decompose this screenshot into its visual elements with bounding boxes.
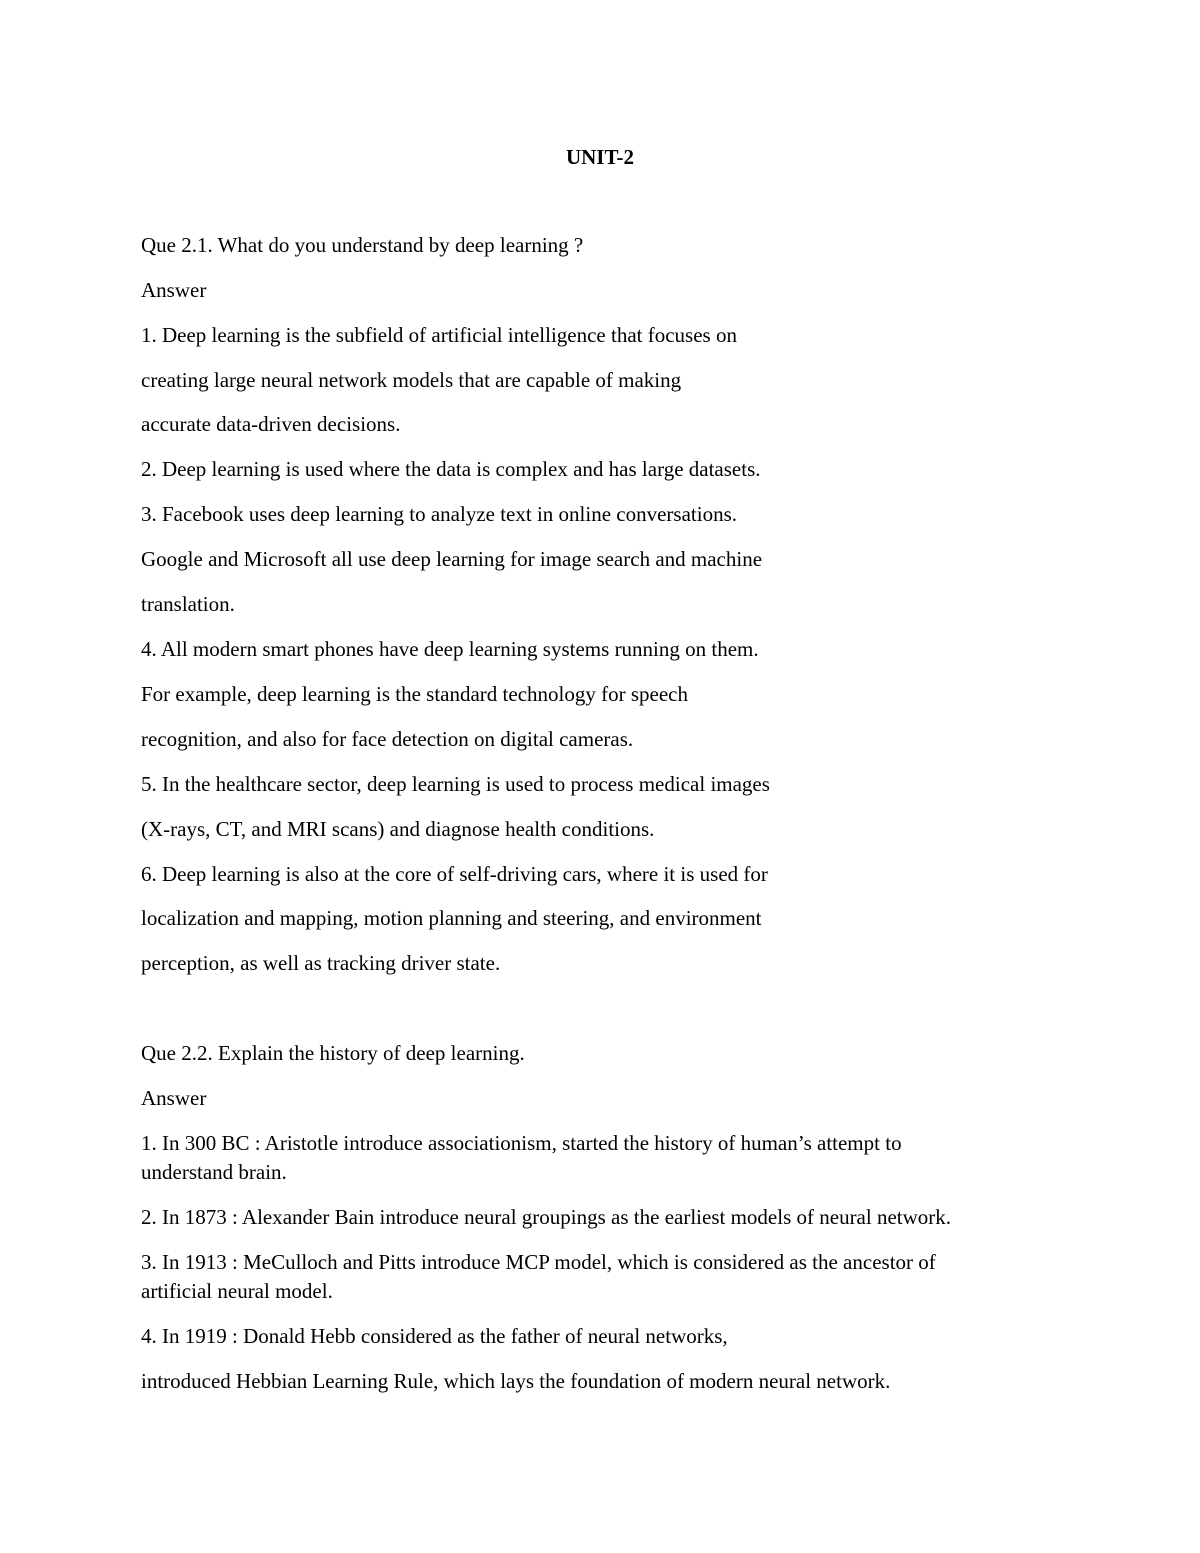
answer-line: perception, as well as tracking driver state.	[141, 951, 501, 975]
answer-line: 1. In 300 BC : Aristotle introduce associationism, started the history of human’s attempt to	[141, 1131, 902, 1155]
answer-line: (X-rays, CT, and MRI scans) and diagnose health conditions.	[141, 817, 655, 841]
question-2-1: Que 2.1. What do you understand by deep learning ?	[141, 233, 584, 257]
answer-line: artificial neural model.	[141, 1279, 333, 1303]
answer-line: 3. Facebook uses deep learning to analyze text in online conversations.	[141, 502, 737, 526]
answer-line: translation.	[141, 592, 235, 616]
answer-line: Google and Microsoft all use deep learning for image search and machine	[141, 547, 763, 571]
answer-line: 2. In 1873 : Alexander Bain introduce neural groupings as the earliest models of neural network.	[141, 1205, 952, 1229]
answer-label-2-1: Answer	[141, 278, 207, 302]
answer-line: accurate data-driven decisions.	[141, 412, 401, 436]
answer-line: For example, deep learning is the standard technology for speech	[141, 682, 688, 706]
answer-line: introduced Hebbian Learning Rule, which lays the foundation of modern neural network.	[141, 1369, 891, 1393]
answer-line: 6. Deep learning is also at the core of self-driving cars, where it is used for	[141, 862, 768, 886]
answer-line: 4. In 1919 : Donald Hebb considered as the father of neural networks,	[141, 1324, 728, 1348]
answer-line: 4. All modern smart phones have deep learning systems running on them.	[141, 637, 759, 661]
answer-line: 3. In 1913 : MeCulloch and Pitts introduce MCP model, which is considered as the ancestor of	[141, 1250, 936, 1274]
question-2-2: Que 2.2. Explain the history of deep learning.	[141, 1041, 525, 1065]
answer-line: understand brain.	[141, 1160, 287, 1184]
answer-label-2-2: Answer	[141, 1086, 207, 1110]
page-title: UNIT-2	[565, 145, 635, 169]
answer-line: creating large neural network models that are capable of making	[141, 368, 682, 392]
answer-line: localization and mapping, motion planning and steering, and environment	[141, 906, 762, 930]
answer-line: 2. Deep learning is used where the data is complex and has large datasets.	[141, 457, 761, 481]
answer-line: 1. Deep learning is the subfield of artificial intelligence that focuses on	[141, 323, 737, 347]
answer-line: 5. In the healthcare sector, deep learning is used to process medical images	[141, 772, 770, 796]
answer-line: recognition, and also for face detection on digital cameras.	[141, 727, 634, 751]
